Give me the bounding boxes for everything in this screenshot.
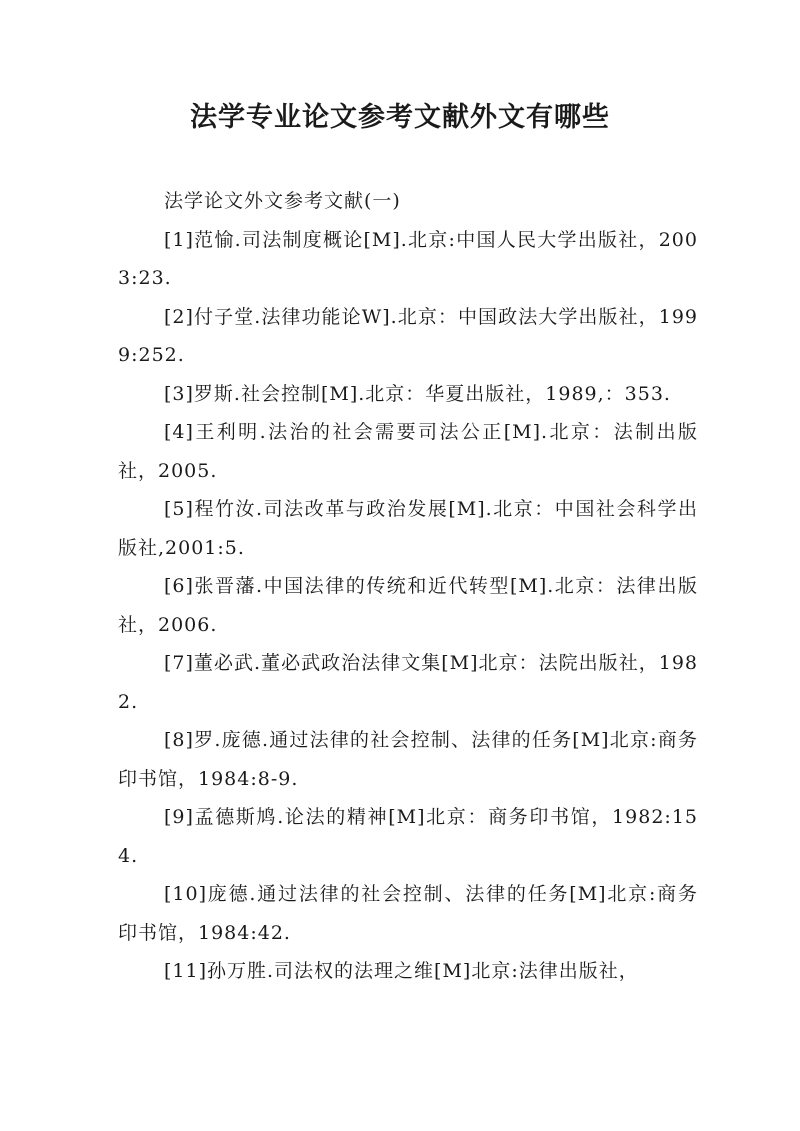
reference-item-8: [8]罗.庞德.通过法律的社会控制、法律的任务[M]北京:商务印书馆，1984:8-9. xyxy=(118,729,698,790)
reference-item-6: [6]张晋藩.中国法律的传统和近代转型[M].北京：法律出版社，2006. xyxy=(118,575,698,636)
reference-item-7: [7]董必武.董必武政治法律文集[M]北京：法院出版社，1982. xyxy=(118,652,698,713)
reference-item-11: [11]孙万胜.司法权的法理之维[M]北京:法律出版社， xyxy=(164,960,639,982)
reference-item-9: [9]孟德斯鸠.论法的精神[M]北京：商务印书馆，1982:154. xyxy=(118,806,698,867)
reference-item-4: [4]王利明.法治的社会需要司法公正[M].北京：法制出版社，2005. xyxy=(118,421,698,482)
reference-item-10: [10]庞德.通过法律的社会控制、法律的任务[M]北京:商务印书馆，1984:42. xyxy=(118,883,698,944)
reference-item-2: [2]付子堂.法律功能论W].北京：中国政法大学出版社，1999:252. xyxy=(118,305,698,366)
reference-item-1: [1]范愉.司法制度概论[M].北京:中国人民大学出版社，2003:23. xyxy=(118,228,698,289)
section-heading: 法学论文外文参考文献(一) xyxy=(164,190,401,212)
document-body xyxy=(118,182,698,991)
document-title: 法学专业论文参考文献外文有哪些 xyxy=(190,102,610,133)
reference-item-5: [5]程竹汝.司法改革与政治发展[M].北京：中国社会科学出版社,2001:5. xyxy=(118,498,698,559)
reference-item-3: [3]罗斯.社会控制[M].北京：华夏出版社，1989,：353. xyxy=(164,382,671,405)
